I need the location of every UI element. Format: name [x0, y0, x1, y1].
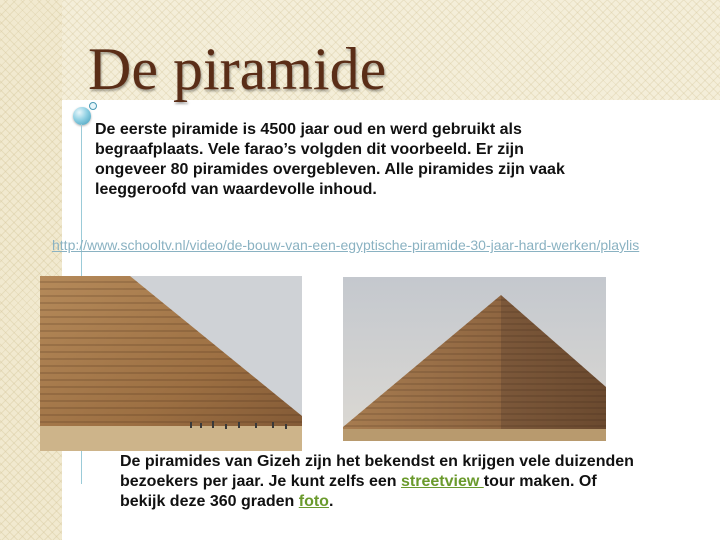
small-bullet-icon	[89, 102, 97, 110]
caption-text-part-2: tour maken. Of bekijk deze 360 graden	[120, 473, 597, 510]
caption-text-part-1: De piramides van Gizeh zijn het bekendst en krijgen vele duizenden bezoekers per jaar. Je kunt zelfs een	[120, 453, 634, 490]
pyramid-photo-2	[343, 277, 606, 441]
decorative-left-strip	[0, 0, 62, 540]
intro-paragraph: De eerste piramide is 4500 jaar oud en werd gebruikt als begraafplaats. Vele farao’s volgden dit voorbeeld. Er zijn ongeveer 80 piramides overgebleven. Alle piramides zijn vaak leeggeroofd van waardevolle inhoud.	[95, 121, 565, 198]
video-link[interactable]: http://www.schooltv.nl/video/de-bouw-van-een-egyptische-piramide-30-jaar-hard-werken/playlis	[52, 237, 640, 253]
caption-paragraph	[120, 452, 640, 512]
pyramid-photo-1	[40, 276, 302, 451]
streetview-link[interactable]: streetview	[401, 473, 484, 490]
foto-link[interactable]: foto	[298, 493, 329, 510]
slide-title: De piramide	[88, 36, 387, 102]
bullet-sphere-icon	[73, 107, 91, 125]
caption-text-part-3: .	[328, 493, 334, 510]
